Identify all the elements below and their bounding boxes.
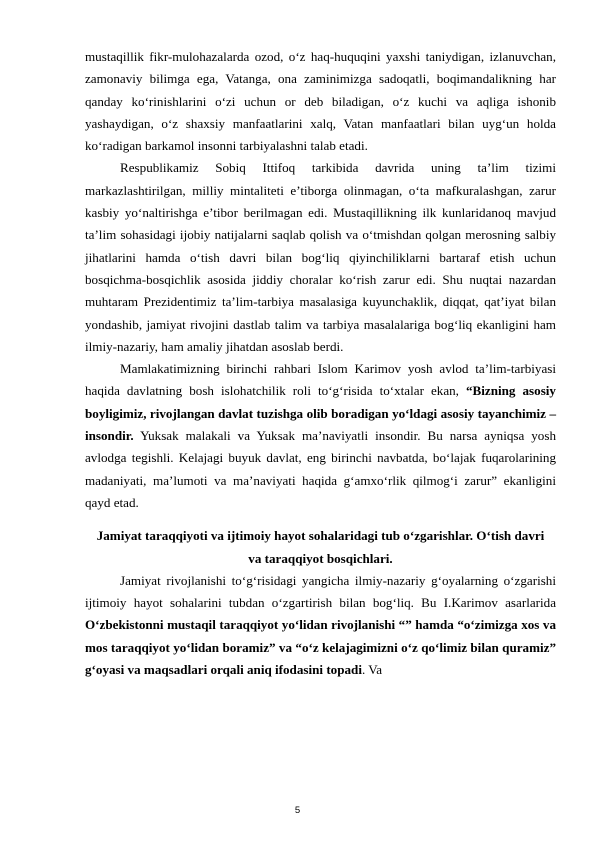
paragraph-4-text-end: . Va — [361, 662, 383, 678]
paragraph-3-text-end: Yuksak malakali va Yuksak ma’naviyatli insondir. Bu narsa ayniqsa yosh avlodga tegishli. Kelajagi buyuk davlat, eng birinchi navbatda, bo‘lajak fuqarolarining madaniyati, ma’lumoti va ma’naviyati haqida g‘amxo‘rlik qilmog‘i zarur” ekanligini qayd etad. — [85, 428, 556, 510]
paragraph-3-text-start: Mamlakatimizning birinchi rahbari Islom Karimov yosh avlod ta’lim-tarbiyasi haqida davlatning bosh islohatchilik roli to‘g‘risida to‘xtalar ekan, — [85, 361, 556, 399]
document-body — [85, 46, 556, 681]
paragraph-4-text-start: Jamiyat rivojlanishi to‘g‘risidagi yangicha ilmiy-nazariy g‘oyalarning o‘zgarishi ijtimoiy hayot sohalarini tubdan o‘zgartirish bilan bog‘liq. Bu I.Karimov asarlarida — [85, 572, 556, 611]
paragraph-2-text: Respublikamiz Sobiq Ittifoq tarkibida davrida uning ta’lim tizimi markazlashtirilgan, milliy mintaliteti e’tiborga olinmagan, o‘ta mafkuralashgan, zarur kasbiy yo‘naltirishga e’tibor berilmagan edi. Mustaqillikning ilk kunlaridanoq mavjud ta’lim sohasidagi ijobiy natijalarni saqlab qolish va o‘tmishdan qolgan merosning salbiy jihatlarini hamda o‘tish davri bilan bog‘liq qiyinchiliklarni bartaraf etish uchun bosqichma-bosqichlik asosida jiddiy choralar ko‘rish zarur edi. Shu nuqtai nazardan muhtaram Prezidentimiz ta’lim-tarbiya masalasiga kuyunchaklik, diqqat, qat’iyat bilan yondashib, jamiyat rivojini dastlab talim va tarbiya masalalariga bog‘liq ekanligini ham ilmiy-nazariy, ham amaliy jihatdan asoslab berdi. — [85, 160, 556, 354]
paragraph-1 — [85, 46, 556, 157]
paragraph-4 — [85, 570, 556, 681]
paragraph-4-bold-text: O‘zbekistonni mustaqil taraqqiyot yo‘lidan rivojlanishi “” hamda “o‘zimizga xos va mos taraqqiyot yo‘lidan boramiz” va “o‘z kelajagimizni o‘z qo‘limiz bilan quramiz” g‘oyasi va maqsadlari orqali aniq ifodasini topadi — [85, 617, 556, 678]
page-number: 5 — [294, 805, 301, 816]
paragraph-3-bold-quote: “Bizning asosiy boyligimiz, rivojlangan davlat tuzishga olib boradigan yo‘ldagi asosiy tayanchimiz – insondir. — [85, 383, 556, 444]
section-heading: Jamiyat taraqqiyoti va ijtimoiy hayot sohalaridagi tub o‘zgarishlar. O‘tish davri va taraqqiyot bosqichlari. — [96, 528, 545, 566]
paragraph-1-text: mustaqillik fikr-mulohazalarda ozod, o‘z haq-huquqini yaxshi taniydigan, izlanuvchan, zamonaviy bilimga ega, Vatanga, ona zaminimizga sadoqatli, boqimandalikning har qanday ko‘rinishlarini o‘zi uchun or deb biladigan, o‘z kuchi va aqliga ishonib yashaydigan, o‘z shaxsiy manfaatlarini xalq, Vatan manfaatlari bilan uyg‘un holda ko‘radigan barkamol insonni tarbiyalashni talab etadi. — [85, 49, 556, 154]
paragraph-3 — [85, 358, 556, 514]
paragraph-2 — [85, 157, 556, 358]
